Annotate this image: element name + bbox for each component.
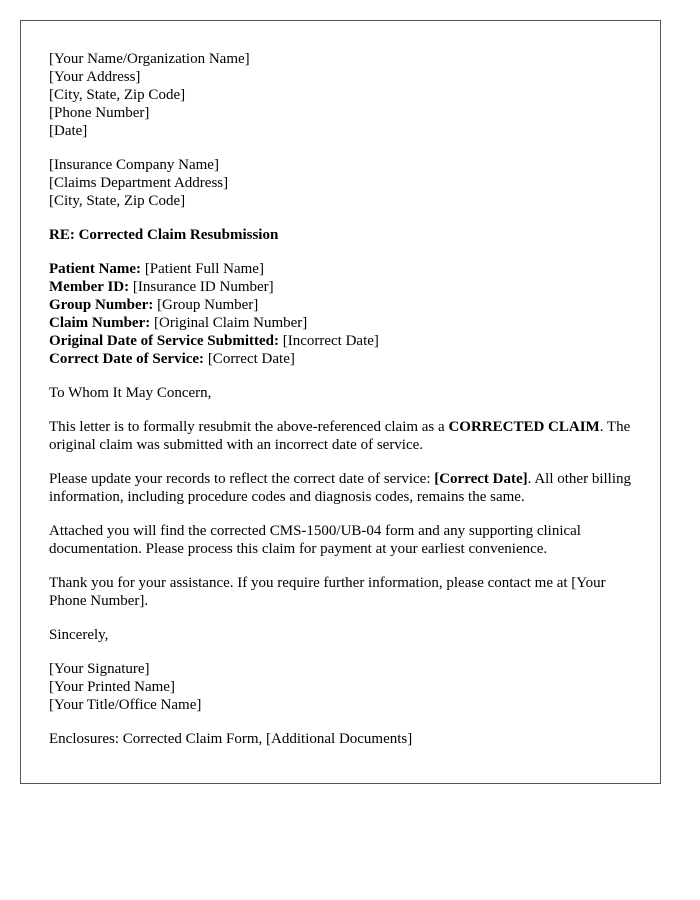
emphasis-text: [Correct Date] xyxy=(434,471,528,487)
sender-city-state-zip: [City, State, Zip Code] xyxy=(49,87,186,103)
paragraph-text: . All other billing information, including procedure codes and diagnosis codes, remains the same. xyxy=(49,471,631,505)
sender-address: [Your Address] xyxy=(49,69,141,85)
printed-name: [Your Printed Name] xyxy=(49,679,175,695)
body-paragraph-3: Attached you will find the corrected CMS-1500/UB-04 form and any supporting clinical documentation. Please process this claim for payment at your earliest convenience. xyxy=(49,523,581,557)
claim-detail-label: Patient Name: xyxy=(49,261,142,277)
claim-detail-row xyxy=(49,314,632,332)
paragraph-text: Please update your records to reflect the correct date of service: xyxy=(49,471,435,487)
recipient-company: [Insurance Company Name] xyxy=(49,157,219,173)
sender-name: [Your Name/Organization Name] xyxy=(49,51,250,67)
claim-detail-row xyxy=(49,332,632,350)
claim-detail-value: [Original Claim Number] xyxy=(154,315,308,331)
claim-details xyxy=(49,260,632,368)
recipient-block xyxy=(49,156,632,210)
recipient-address: [Claims Department Address] xyxy=(49,175,229,191)
letter-date: [Date] xyxy=(49,123,88,139)
claim-detail-label: Group Number: xyxy=(49,297,154,313)
paragraph-text: . The original claim was submitted with an incorrect date of service. xyxy=(49,419,631,453)
body-paragraph-1 xyxy=(49,418,632,454)
body-paragraph-4: Thank you for your assistance. If you require further information, please contact me at [Your Phone Number]. xyxy=(49,575,606,609)
sender-block xyxy=(49,50,632,140)
closing: Sincerely, xyxy=(49,627,109,643)
body-paragraph-2 xyxy=(49,470,632,506)
signature-block xyxy=(49,660,632,714)
signer-title: [Your Title/Office Name] xyxy=(49,697,202,713)
claim-detail-value: [Incorrect Date] xyxy=(282,333,379,349)
claim-detail-value: [Insurance ID Number] xyxy=(132,279,274,295)
sender-phone: [Phone Number] xyxy=(49,105,150,121)
claim-detail-value: [Group Number] xyxy=(157,297,259,313)
recipient-city-state-zip: [City, State, Zip Code] xyxy=(49,193,186,209)
claim-detail-row xyxy=(49,350,632,368)
claim-detail-label: Claim Number: xyxy=(49,315,151,331)
paragraph-text: This letter is to formally resubmit the above-referenced claim as a xyxy=(49,419,449,435)
claim-detail-value: [Patient Full Name] xyxy=(144,261,264,277)
signature-line: [Your Signature] xyxy=(49,661,150,677)
salutation: To Whom It May Concern, xyxy=(49,385,212,401)
claim-detail-row xyxy=(49,260,632,278)
subject-line xyxy=(49,226,632,244)
letter-page xyxy=(20,20,661,784)
claim-detail-row xyxy=(49,278,632,296)
claim-detail-row xyxy=(49,296,632,314)
claim-detail-label: Member ID: xyxy=(49,279,130,295)
claim-detail-value: [Correct Date] xyxy=(207,351,295,367)
emphasis-text: CORRECTED CLAIM xyxy=(448,419,600,435)
claim-detail-label: Correct Date of Service: xyxy=(49,351,205,367)
enclosures: Enclosures: Corrected Claim Form, [Additional Documents] xyxy=(49,731,413,747)
subject-text: RE: Corrected Claim Resubmission xyxy=(49,227,279,243)
claim-detail-label: Original Date of Service Submitted: xyxy=(49,333,279,349)
